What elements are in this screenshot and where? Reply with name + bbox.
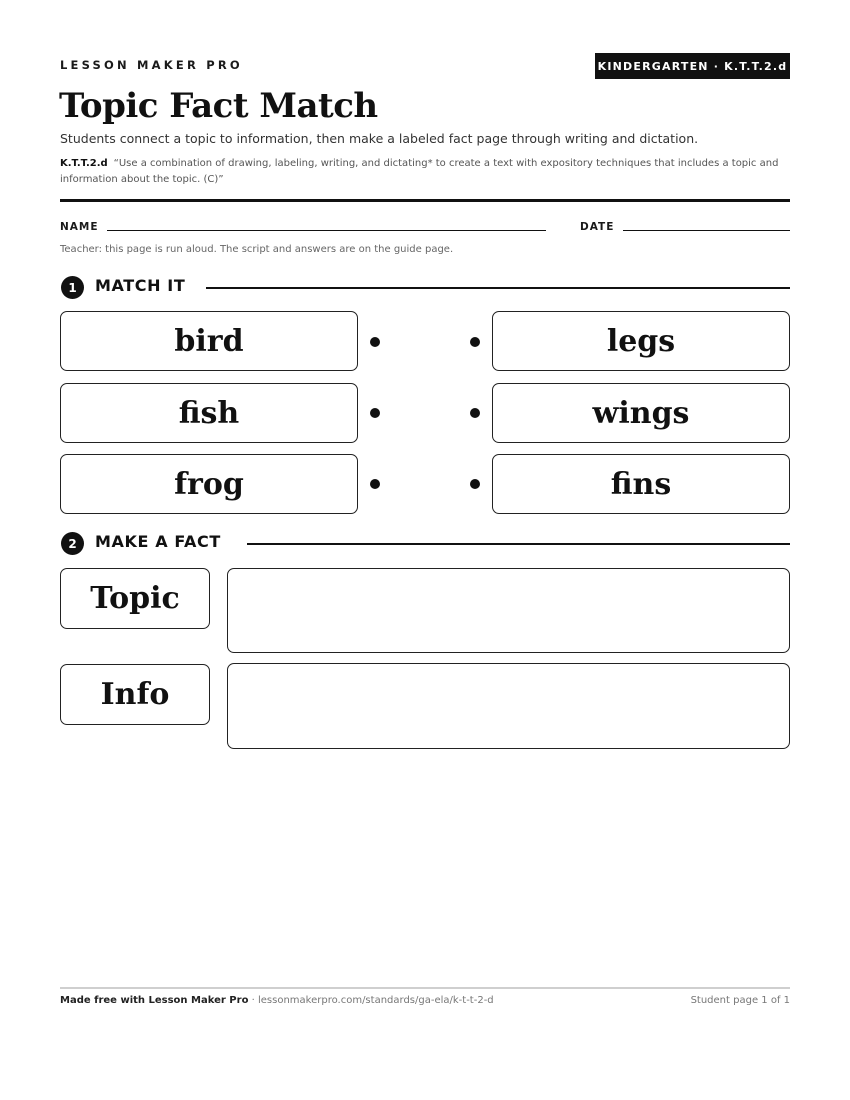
teacher-note: Teacher: this page is run aloud. The script and answers are on the guide page. xyxy=(60,244,454,255)
info-write-box[interactable] xyxy=(227,663,790,749)
match-left-card[interactable]: frog xyxy=(60,454,358,514)
footer-made-by: Made free with Lesson Maker Pro xyxy=(60,995,249,1006)
name-field[interactable] xyxy=(107,230,546,231)
standard-description xyxy=(60,156,790,188)
match-right-dot[interactable] xyxy=(470,408,480,418)
footer-url: · lessonmakerpro.com/standards/ga-ela/k-t-t-2-d xyxy=(248,995,494,1006)
match-right-dot[interactable] xyxy=(470,479,480,489)
footer-divider xyxy=(60,987,790,989)
standard-text: “Use a combination of drawing, labeling, writing, and dictating* to create a text with expository techniques that includes a topic and information about the topic. (C)” xyxy=(60,158,779,185)
topic-label-card: Topic xyxy=(60,568,210,629)
page-title: Topic Fact Match xyxy=(59,86,378,126)
section-1-rule xyxy=(206,287,790,289)
match-right-card[interactable]: legs xyxy=(492,311,790,371)
footer-page-number: Student page 1 of 1 xyxy=(690,995,790,1006)
standard-code: K.T.T.2.d xyxy=(60,158,108,169)
match-left-card[interactable]: fish xyxy=(60,383,358,443)
section-1-title: MATCH IT xyxy=(95,276,186,295)
match-left-dot[interactable] xyxy=(370,408,380,418)
page-subtitle: Students connect a topic to information, then make a labeled fact page through writing and dictation. xyxy=(60,131,699,146)
brand-name: LESSON MAKER PRO xyxy=(60,58,243,72)
footer-credit xyxy=(60,995,494,1006)
section-2-number: 2 xyxy=(61,532,84,555)
name-label: NAME xyxy=(60,221,99,233)
match-right-card[interactable]: wings xyxy=(492,383,790,443)
header-divider xyxy=(60,199,790,202)
match-left-dot[interactable] xyxy=(370,337,380,347)
section-2-title: MAKE A FACT xyxy=(95,532,221,551)
date-field[interactable] xyxy=(623,230,790,231)
match-left-card[interactable]: bird xyxy=(60,311,358,371)
info-label-card: Info xyxy=(60,664,210,725)
date-label: DATE xyxy=(580,221,615,233)
match-right-dot[interactable] xyxy=(470,337,480,347)
section-2-rule xyxy=(247,543,790,545)
grade-standard-badge: KINDERGARTEN · K.T.T.2.d xyxy=(595,53,790,79)
topic-write-box[interactable] xyxy=(227,568,790,653)
match-left-dot[interactable] xyxy=(370,479,380,489)
match-right-card[interactable]: fins xyxy=(492,454,790,514)
section-1-number: 1 xyxy=(61,276,84,299)
